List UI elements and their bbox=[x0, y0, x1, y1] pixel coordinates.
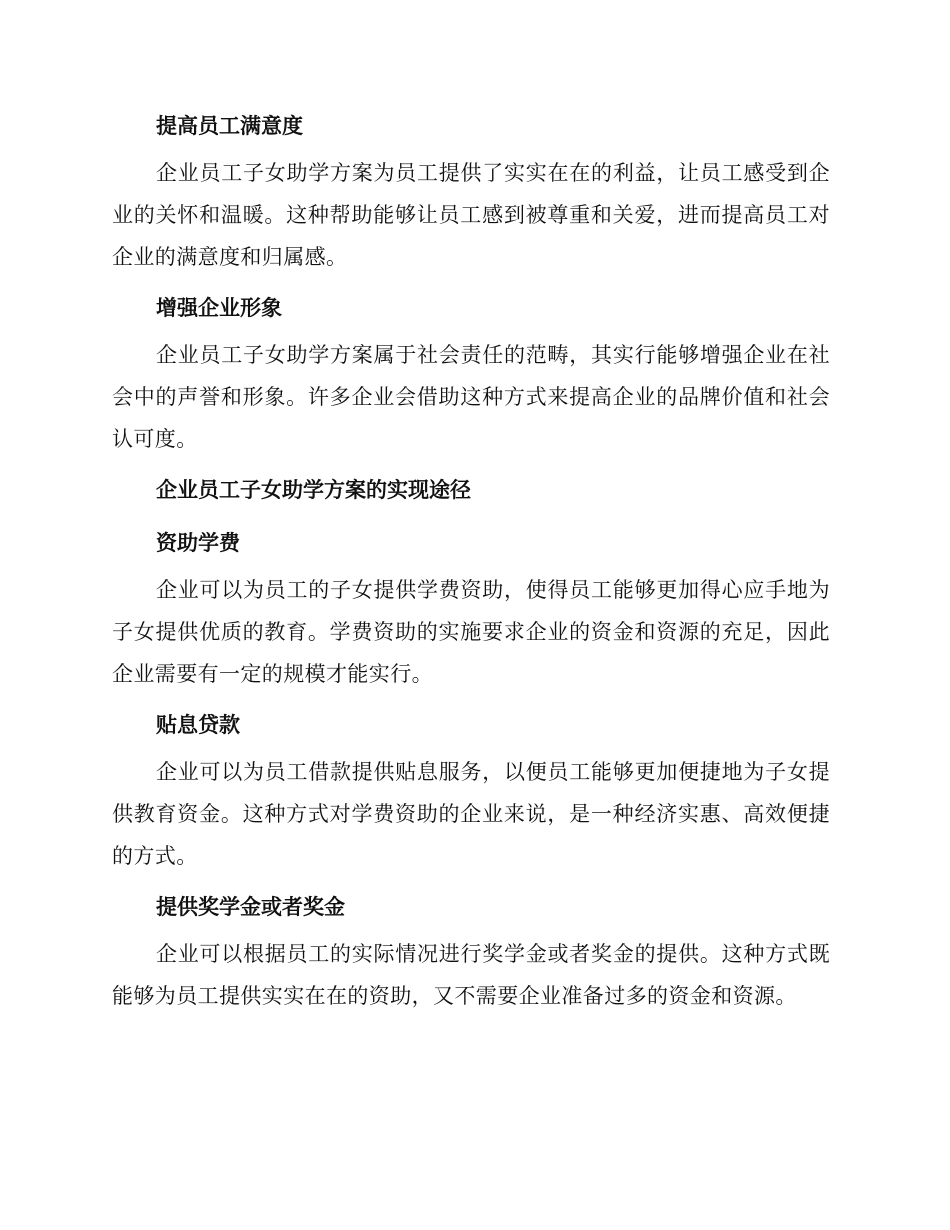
section-paragraph-tuition: 企业可以为员工的子女提供学费资助，使得员工能够更加得心应手地为子女提供优质的教育。学费资助的实施要求企业的资金和资源的充足，因此企业需要有一定的规模才能实行。 bbox=[112, 578, 830, 686]
section-heading-loan: 贴息贷款 bbox=[156, 713, 240, 737]
section-paragraph-scholarship: 企业可以根据员工的实际情况进行奖学金或者奖金的提供。这种方式既能够为员工提供实实在在的资助，又不需要企业准备过多的资金和资源。 bbox=[112, 942, 830, 1008]
section-heading-tuition: 资助学费 bbox=[156, 531, 240, 555]
section-paragraph-loan: 企业可以为员工借款提供贴息服务，以便员工能够更加便捷地为子女提供教育资金。这种方式对学费资助的企业来说，是一种经济实惠、高效便捷的方式。 bbox=[112, 760, 830, 868]
document-page bbox=[112, 108, 830, 1024]
section-heading-implementation: 企业员工子女助学方案的实现途径 bbox=[156, 478, 471, 502]
section-paragraph-image: 企业员工子女助学方案属于社会责任的范畴，其实行能够增强企业在社会中的声誉和形象。许多企业会借助这种方式来提高企业的品牌价值和社会认可度。 bbox=[112, 343, 830, 451]
section-paragraph-satisfaction: 企业员工子女助学方案为员工提供了实实在在的利益，让员工感受到企业的关怀和温暖。这种帮助能够让员工感到被尊重和关爱，进而提高员工对企业的满意度和归属感。 bbox=[112, 161, 830, 269]
section-heading-image: 增强企业形象 bbox=[156, 296, 282, 320]
section-heading-scholarship: 提供奖学金或者奖金 bbox=[156, 895, 345, 919]
section-heading-satisfaction: 提高员工满意度 bbox=[156, 114, 303, 138]
